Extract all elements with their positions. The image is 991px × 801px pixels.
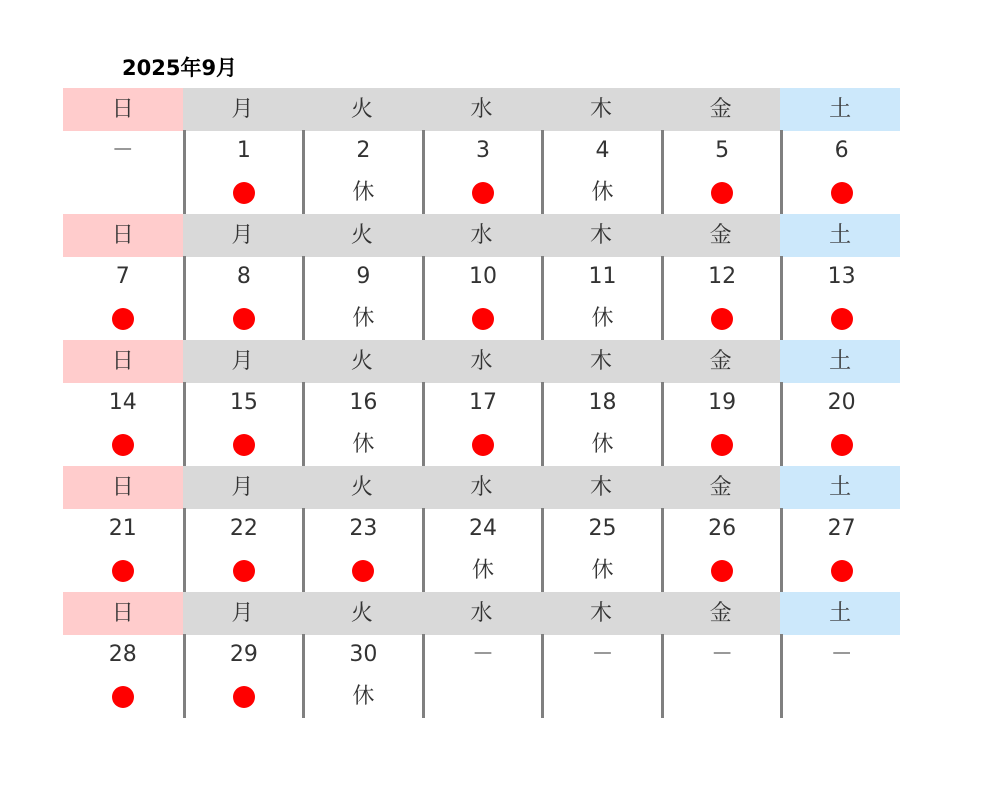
weekday-header-row	[63, 88, 900, 130]
date-cell	[302, 508, 422, 550]
date-cell	[63, 130, 183, 172]
status-cell	[183, 298, 303, 340]
weekday-header-cell	[183, 592, 303, 635]
status-cell	[541, 676, 661, 718]
date-number: －	[711, 642, 734, 667]
weekday-label: 土	[829, 600, 852, 626]
status-cell	[422, 298, 542, 340]
date-number: 1	[236, 138, 251, 163]
weekday-label: 木	[590, 600, 613, 626]
weekday-header-cell	[422, 88, 542, 131]
status-cell	[780, 298, 900, 340]
weekday-label: 火	[350, 348, 373, 374]
weekday-header-cell	[183, 466, 303, 509]
weekday-label: 土	[829, 348, 852, 374]
weekday-header-cell	[541, 340, 661, 383]
date-number: －	[830, 642, 853, 667]
weekday-header-cell	[541, 592, 661, 635]
weekday-label: 月	[231, 222, 254, 248]
open-day-dot-icon	[831, 434, 853, 456]
date-number: 16	[349, 390, 378, 415]
open-day-dot-icon	[233, 686, 255, 708]
weekday-label: 木	[590, 348, 613, 374]
status-cell	[302, 550, 422, 592]
open-day-dot-icon	[472, 182, 494, 204]
open-day-dot-icon	[112, 686, 134, 708]
status-cell	[302, 676, 422, 718]
weekday-label: 金	[709, 600, 732, 626]
date-cell	[661, 634, 781, 676]
weekday-label: 日	[111, 600, 134, 626]
weekday-header-row	[63, 592, 900, 634]
weekday-label: 金	[709, 348, 732, 374]
status-cell	[661, 424, 781, 466]
status-cell	[780, 172, 900, 214]
date-cell	[661, 382, 781, 424]
date-number: －	[111, 138, 134, 163]
status-cell	[661, 676, 781, 718]
date-cell	[302, 382, 422, 424]
date-cell	[780, 130, 900, 172]
open-day-dot-icon	[831, 308, 853, 330]
weekday-header-cell	[422, 592, 542, 635]
weekday-header-cell	[63, 88, 183, 131]
date-number: 17	[468, 390, 497, 415]
date-cell	[422, 634, 542, 676]
date-cell	[541, 256, 661, 298]
date-number: 26	[708, 516, 737, 541]
weekday-header-cell	[780, 466, 900, 509]
open-day-dot-icon	[233, 560, 255, 582]
status-row	[63, 424, 900, 466]
weekday-label: 火	[350, 600, 373, 626]
status-cell	[541, 424, 661, 466]
closed-day-label: 休	[591, 432, 614, 457]
status-cell	[183, 676, 303, 718]
status-cell	[422, 676, 542, 718]
date-cell	[183, 256, 303, 298]
status-cell	[541, 550, 661, 592]
open-day-dot-icon	[233, 434, 255, 456]
weekday-label: 水	[470, 96, 493, 122]
date-number: 15	[229, 390, 258, 415]
status-cell	[422, 172, 542, 214]
closed-day-label: 休	[352, 180, 375, 205]
weekday-label: 木	[590, 96, 613, 122]
weekday-label: 月	[231, 348, 254, 374]
weekday-label: 土	[829, 96, 852, 122]
status-cell	[422, 550, 542, 592]
status-row	[63, 172, 900, 214]
weekday-header-cell	[63, 466, 183, 509]
date-row	[63, 130, 900, 172]
status-row	[63, 550, 900, 592]
date-cell	[780, 256, 900, 298]
date-number: 11	[588, 264, 617, 289]
closed-day-label: 休	[591, 306, 614, 331]
weekday-header-cell	[183, 340, 303, 383]
weekday-label: 木	[590, 474, 613, 500]
weekday-header-row	[63, 214, 900, 256]
open-day-dot-icon	[112, 434, 134, 456]
date-number: 10	[468, 264, 497, 289]
weekday-header-cell	[302, 340, 422, 383]
open-day-dot-icon	[112, 308, 134, 330]
open-day-dot-icon	[831, 560, 853, 582]
status-cell	[661, 172, 781, 214]
weekday-header-cell	[302, 214, 422, 257]
open-day-dot-icon	[711, 560, 733, 582]
status-cell	[780, 550, 900, 592]
date-number: 28	[108, 642, 137, 667]
date-number: 30	[349, 642, 378, 667]
weekday-label: 水	[470, 600, 493, 626]
weekday-header-cell	[63, 214, 183, 257]
status-row	[63, 676, 900, 718]
status-cell	[302, 424, 422, 466]
open-day-dot-icon	[711, 434, 733, 456]
weekday-label: 木	[590, 222, 613, 248]
status-cell	[183, 172, 303, 214]
date-cell	[63, 508, 183, 550]
date-cell	[422, 508, 542, 550]
date-number: 4	[595, 138, 610, 163]
date-number: 9	[356, 264, 371, 289]
date-row	[63, 382, 900, 424]
closed-day-label: 休	[591, 180, 614, 205]
date-cell	[780, 508, 900, 550]
date-number: 22	[229, 516, 258, 541]
weekday-header-cell	[302, 88, 422, 131]
open-day-dot-icon	[831, 182, 853, 204]
closed-day-label: 休	[352, 432, 375, 457]
weekday-label: 日	[111, 96, 134, 122]
weekday-header-cell	[780, 340, 900, 383]
date-number: 2	[356, 138, 371, 163]
weekday-label: 月	[231, 474, 254, 500]
status-row	[63, 298, 900, 340]
open-day-dot-icon	[711, 308, 733, 330]
weekday-label: 水	[470, 222, 493, 248]
status-cell	[183, 424, 303, 466]
weekday-label: 日	[111, 474, 134, 500]
weekday-label: 水	[470, 474, 493, 500]
closed-day-label: 休	[352, 306, 375, 331]
weekday-header-cell	[541, 88, 661, 131]
date-number: 19	[708, 390, 737, 415]
status-cell	[541, 172, 661, 214]
weekday-header-cell	[63, 340, 183, 383]
date-cell	[661, 130, 781, 172]
date-cell	[183, 130, 303, 172]
weekday-header-cell	[661, 340, 781, 383]
weekday-header-cell	[422, 340, 542, 383]
date-number: 5	[715, 138, 730, 163]
weekday-label: 土	[829, 474, 852, 500]
date-cell	[541, 634, 661, 676]
open-day-dot-icon	[472, 434, 494, 456]
date-number: 29	[229, 642, 258, 667]
date-number: 23	[349, 516, 378, 541]
weekday-header-cell	[780, 592, 900, 635]
date-cell	[422, 130, 542, 172]
calendar-title: 2025年9月	[122, 56, 238, 80]
date-number: 20	[827, 390, 856, 415]
weekday-header-cell	[302, 592, 422, 635]
weekday-header-cell	[661, 88, 781, 131]
date-cell	[302, 130, 422, 172]
date-cell	[780, 382, 900, 424]
status-cell	[661, 550, 781, 592]
calendar-week	[63, 88, 900, 214]
date-cell	[183, 634, 303, 676]
open-day-dot-icon	[352, 560, 374, 582]
weekday-header-cell	[63, 592, 183, 635]
status-cell	[63, 676, 183, 718]
date-row	[63, 256, 900, 298]
weekday-header-cell	[422, 214, 542, 257]
date-cell	[780, 634, 900, 676]
date-cell	[183, 508, 303, 550]
status-cell	[63, 172, 183, 214]
weekday-header-row	[63, 340, 900, 382]
status-cell	[63, 298, 183, 340]
status-cell	[541, 298, 661, 340]
date-number: 8	[236, 264, 251, 289]
closed-day-label: 休	[471, 558, 494, 583]
calendar-grid	[63, 88, 900, 718]
date-cell	[63, 382, 183, 424]
weekday-label: 月	[231, 96, 254, 122]
weekday-header-cell	[661, 592, 781, 635]
date-row	[63, 634, 900, 676]
calendar-week	[63, 592, 900, 718]
date-cell	[541, 382, 661, 424]
date-cell	[63, 256, 183, 298]
weekday-header-row	[63, 466, 900, 508]
date-cell	[661, 508, 781, 550]
open-day-dot-icon	[112, 560, 134, 582]
date-number: 7	[115, 264, 130, 289]
calendar-week	[63, 466, 900, 592]
open-day-dot-icon	[233, 308, 255, 330]
date-row	[63, 508, 900, 550]
status-cell	[661, 298, 781, 340]
date-number: 18	[588, 390, 617, 415]
weekday-label: 月	[231, 600, 254, 626]
date-cell	[661, 256, 781, 298]
weekday-header-cell	[183, 88, 303, 131]
status-cell	[302, 172, 422, 214]
status-cell	[183, 550, 303, 592]
weekday-header-cell	[302, 466, 422, 509]
weekday-label: 金	[709, 474, 732, 500]
status-cell	[63, 550, 183, 592]
weekday-label: 金	[709, 222, 732, 248]
status-cell	[780, 424, 900, 466]
date-number: 13	[827, 264, 856, 289]
date-cell	[183, 382, 303, 424]
status-cell	[780, 676, 900, 718]
date-number: 27	[827, 516, 856, 541]
date-number: 3	[475, 138, 490, 163]
weekday-label: 水	[470, 348, 493, 374]
date-number: －	[591, 642, 614, 667]
status-cell	[422, 424, 542, 466]
date-number: 21	[108, 516, 137, 541]
weekday-header-cell	[661, 466, 781, 509]
date-number: 24	[468, 516, 497, 541]
weekday-header-cell	[541, 214, 661, 257]
date-cell	[541, 508, 661, 550]
weekday-label: 土	[829, 222, 852, 248]
closed-day-label: 休	[591, 558, 614, 583]
date-cell	[422, 256, 542, 298]
weekday-label: 日	[111, 222, 134, 248]
weekday-label: 火	[350, 96, 373, 122]
date-number: －	[471, 642, 494, 667]
weekday-label: 火	[350, 474, 373, 500]
date-cell	[541, 130, 661, 172]
weekday-header-cell	[183, 214, 303, 257]
open-day-dot-icon	[472, 308, 494, 330]
closed-day-label: 休	[352, 684, 375, 709]
status-cell	[63, 424, 183, 466]
calendar-week	[63, 340, 900, 466]
weekday-header-cell	[780, 88, 900, 131]
status-cell	[302, 298, 422, 340]
calendar-week	[63, 214, 900, 340]
open-day-dot-icon	[233, 182, 255, 204]
open-day-dot-icon	[711, 182, 733, 204]
date-cell	[63, 634, 183, 676]
date-number: 6	[834, 138, 849, 163]
date-number: 12	[708, 264, 737, 289]
weekday-header-cell	[422, 466, 542, 509]
date-cell	[302, 634, 422, 676]
weekday-label: 火	[350, 222, 373, 248]
weekday-label: 日	[111, 348, 134, 374]
date-cell	[302, 256, 422, 298]
weekday-label: 金	[709, 96, 732, 122]
weekday-header-cell	[541, 466, 661, 509]
date-number: 25	[588, 516, 617, 541]
date-number: 14	[108, 390, 137, 415]
weekday-header-cell	[780, 214, 900, 257]
date-cell	[422, 382, 542, 424]
weekday-header-cell	[661, 214, 781, 257]
